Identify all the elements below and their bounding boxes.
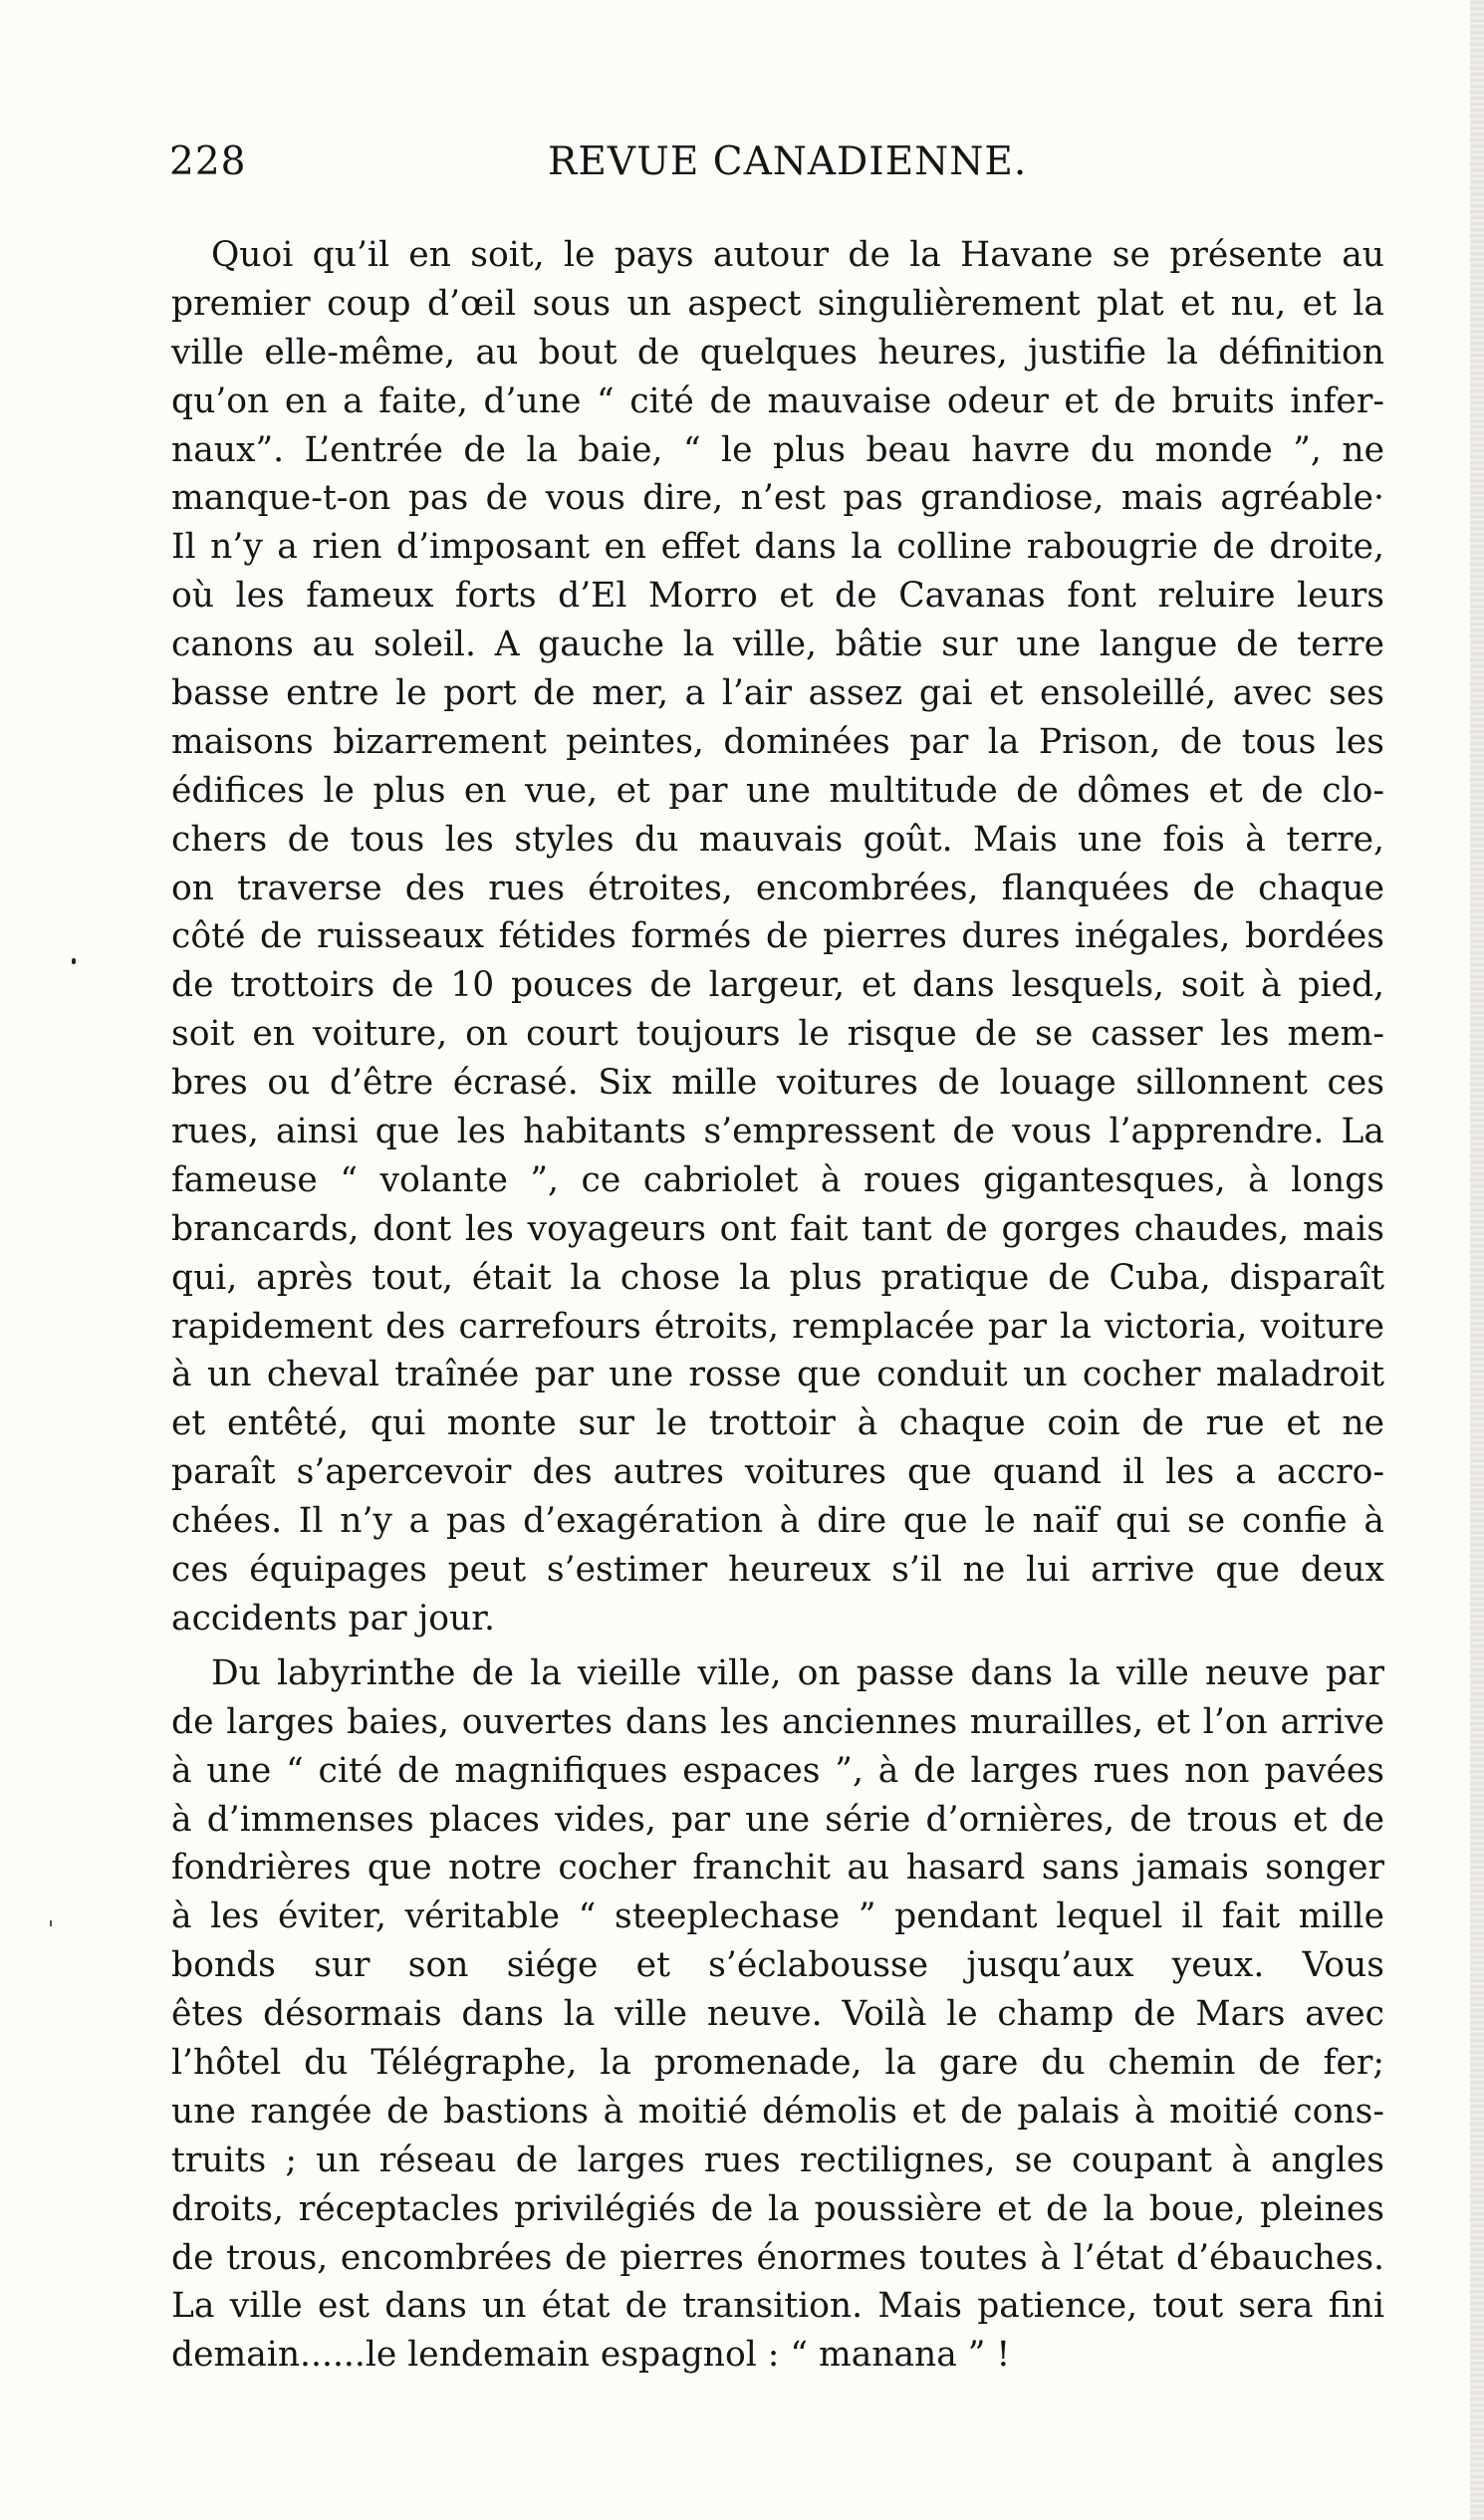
text-line: de larges baies, ouvertes dans les anciennes murailles, et l’on arrive (171, 1701, 1384, 1742)
margin-ink-speck (72, 958, 76, 964)
page-number: 228 (169, 139, 247, 184)
text-line: fameuse “ volante ”, ce cabriolet à roues gigantesques, à longs (171, 1159, 1384, 1200)
text-line: demain......le lendemain espagnol : “ manana ” ! (171, 2335, 1011, 2376)
text-line: brancards, dont les voyageurs ont fait tant de gorges chaudes, mais (171, 1208, 1384, 1249)
text-line: rues, ainsi que les habitants s’empressent de vous l’apprendre. La (171, 1112, 1384, 1152)
text-line: à un cheval traînée par une rosse que conduit un cocher maladroit (171, 1355, 1384, 1395)
text-line: bonds sur son siége et s’éclabousse jusqu’aux yeux. Vous (171, 1945, 1384, 1986)
page-edge-shadow (1470, 0, 1484, 2520)
text-line: ces équipages peut s’estimer heureux s’il ne lui arrive que deux (171, 1550, 1384, 1591)
text-line: où les fameux forts d’El Morro et de Cavanas font reluire leurs (171, 576, 1384, 617)
text-line: manque-t-on pas de vous dire, n’est pas grandiose, mais agréable· (171, 478, 1384, 519)
text-line: basse entre le port de mer, a l’air assez gai et ensoleillé, avec ses (171, 673, 1384, 714)
running-head (169, 139, 1374, 199)
text-line: ville elle-même, au bout de quelques heures, justifie la définition (171, 332, 1384, 373)
text-line: on traverse des rues étroites, encombrées, flanquées de chaque (171, 868, 1384, 908)
text-line: maisons bizarrement peintes, dominées par la Prison, de tous les (171, 721, 1384, 762)
text-line: paraît s’apercevoir des autres voitures que quand il les a accro- (171, 1452, 1384, 1493)
text-line: Du labyrinthe de la vieille ville, on passe dans la ville neuve par (211, 1652, 1384, 1693)
text-line: à d’immenses places vides, par une série d’ornières, de trous et de (171, 1799, 1384, 1840)
text-line: de trottoirs de 10 pouces de largeur, et dans lesquels, soit à pied, (171, 965, 1384, 1006)
text-line: Il n’y a rien d’imposant en effet dans la colline rabougrie de droite, (171, 527, 1384, 568)
text-line: premier coup d’œil sous un aspect singulièrement plat et nu, et la (171, 283, 1384, 324)
text-line: accidents par jour. (171, 1598, 495, 1638)
text-line: droits, réceptacles privilégiés de la poussière et de la boue, pleines (171, 2188, 1384, 2229)
text-line: une rangée de bastions à moitié démolis et de palais à moitié cons- (171, 2091, 1384, 2132)
text-line: rapidement des carrefours étroits, remplacée par la victoria, voiture (171, 1306, 1384, 1347)
text-line: qu’on en a faite, d’une “ cité de mauvaise odeur et de bruits infer- (171, 380, 1384, 421)
margin-ink-speck (50, 1920, 52, 1926)
text-line: l’hôtel du Télégraphe, la promenade, la gare du chemin de fer; (171, 2042, 1384, 2083)
text-line: bres ou d’être écrasé. Six mille voitures de louage sillonnent ces (171, 1063, 1384, 1104)
text-line: La ville est dans un état de transition. Mais patience, tout sera fini (171, 2286, 1384, 2327)
text-line: à une “ cité de magnifiques espaces ”, à de larges rues non pavées (171, 1750, 1384, 1791)
text-line: soit en voiture, on court toujours le risque de se casser les mem- (171, 1014, 1384, 1055)
text-line: naux”. L’entrée de la baie, “ le plus beau havre du monde ”, ne (171, 429, 1384, 470)
text-line: chers de tous les styles du mauvais goût. Mais une fois à terre, (171, 819, 1384, 860)
text-line: fondrières que notre cocher franchit au hasard sans jamais songer (171, 1848, 1384, 1889)
text-line: à les éviter, véritable “ steeplechase ” pendant lequel il fait mille (171, 1896, 1384, 1937)
text-line: êtes désormais dans la ville neuve. Voilà le champ de Mars avec (171, 1994, 1384, 2035)
text-line: qui, après tout, était la chose la plus pratique de Cuba, disparaît (171, 1257, 1384, 1298)
running-title: REVUE CANADIENNE. (548, 139, 1028, 184)
text-line: de trous, encombrées de pierres énormes toutes à l’état d’ébauches. (171, 2237, 1384, 2278)
text-line: édifices le plus en vue, et par une multitude de dômes et de clo- (171, 770, 1384, 811)
text-line: côté de ruisseaux fétides formés de pierres dures inégales, bordées (171, 916, 1384, 957)
text-line: truits ; un réseau de larges rues rectilignes, se coupant à angles (171, 2140, 1384, 2180)
text-line: chées. Il n’y a pas d’exagération à dire que le naïf qui se confie à (171, 1501, 1384, 1542)
body-text (171, 231, 1384, 2380)
text-line: Quoi qu’il en soit, le pays autour de la Havane se présente au (211, 235, 1384, 275)
text-line: canons au soleil. A gauche la ville, bâtie sur une langue de terre (171, 625, 1384, 665)
text-line: et entêté, qui monte sur le trottoir à chaque coin de rue et ne (171, 1403, 1384, 1444)
paragraph-2 (171, 1649, 1384, 2380)
paragraph-1 (171, 231, 1384, 1643)
